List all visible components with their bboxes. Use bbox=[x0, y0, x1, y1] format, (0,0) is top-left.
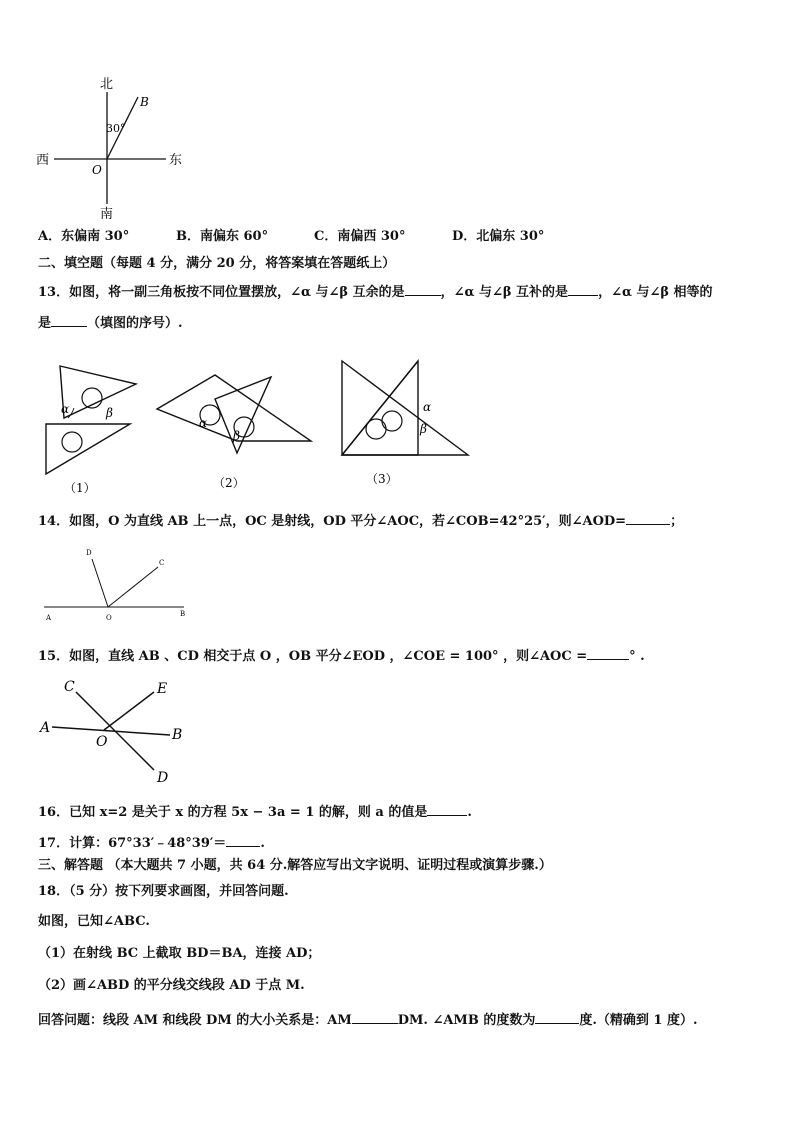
q18-step1: （1）在射线 BC 上截取 BD＝BA，连接 AD； bbox=[38, 946, 321, 961]
option-a: A．东偏南 30° bbox=[38, 229, 130, 244]
q18-given: 如图，已知∠ABC. bbox=[38, 914, 150, 929]
label-origin: O bbox=[92, 163, 102, 177]
q15-question: 15．如图，直线 AB 、CD 相交于点 O ，OB 平分∠EOD ，∠COE = 100° ，则∠AOC = bbox=[38, 649, 588, 664]
q13-f1-beta: β bbox=[106, 406, 113, 420]
q17-end: . bbox=[260, 836, 265, 851]
option-c: C．南偏西 30° bbox=[314, 229, 406, 244]
q13-f2-beta: β bbox=[233, 429, 240, 443]
q18-answer-a: 回答问题：线段 AM 和线段 DM 的大小关系是：AM bbox=[38, 1013, 352, 1028]
triangle-hole-3b bbox=[382, 411, 402, 431]
triangle-right bbox=[342, 361, 468, 455]
q14-label-a: A bbox=[46, 614, 52, 622]
compass-figure bbox=[30, 72, 200, 222]
q13-text-d: 是 bbox=[38, 316, 52, 331]
q13-f3-beta: β bbox=[420, 422, 427, 436]
q16-end: . bbox=[467, 805, 472, 820]
q13-text-b: ，∠α 与∠β 互补的是 bbox=[440, 285, 569, 300]
triangle-hole-lower bbox=[62, 432, 82, 452]
q14-label-d: D bbox=[86, 549, 92, 557]
label-south: 南 bbox=[100, 207, 114, 222]
label-west: 西 bbox=[36, 153, 50, 168]
q13-blank-2[interactable] bbox=[568, 281, 598, 296]
q13-blank-1[interactable] bbox=[405, 281, 441, 296]
option-b: B．南偏东 60° bbox=[176, 229, 269, 244]
q14-end: ； bbox=[670, 514, 684, 529]
q13-line1 bbox=[38, 281, 713, 302]
q15-blank[interactable] bbox=[587, 645, 629, 660]
q13-figure-3 bbox=[330, 355, 480, 495]
q13-figure-1 bbox=[38, 360, 163, 500]
q18-title: 18．（5 分）按下列要求画图，并回答问题. bbox=[38, 884, 289, 899]
q13-f1-caption: （1） bbox=[64, 481, 96, 495]
q17-question: 17．计算：67°33′﹣48°39′＝ bbox=[38, 836, 227, 851]
label-b: B bbox=[140, 95, 149, 109]
ray-oc bbox=[108, 567, 158, 607]
q14-label-b: B bbox=[180, 610, 186, 618]
label-east: 东 bbox=[169, 153, 183, 168]
q13-text-a: 13．如图，将一副三角板按不同位置摆放，∠α 与∠β 互余的是 bbox=[38, 285, 405, 300]
q16-question: 16．已知 x=2 是关于 x 的方程 5x − 3a = 1 的解，则 a 的值是 bbox=[38, 805, 428, 820]
q18-blank-1[interactable] bbox=[352, 1009, 398, 1024]
q16-blank[interactable] bbox=[427, 801, 467, 816]
q15-text bbox=[38, 645, 645, 666]
q18-answer bbox=[38, 1009, 698, 1030]
q13-f1-alpha: α bbox=[61, 402, 70, 416]
triangle-set-edge bbox=[342, 361, 418, 455]
ray-od bbox=[92, 559, 108, 607]
q14-text bbox=[38, 510, 683, 531]
q15-label-d: D bbox=[157, 770, 169, 786]
q15-end: ° . bbox=[629, 649, 645, 664]
q13-blank-3[interactable] bbox=[51, 312, 87, 327]
q14-question: 14．如图，O 为直线 AB 上一点，OC 是射线，OD 平分∠AOC，若∠COB=42°25′，则∠AOD= bbox=[38, 514, 627, 529]
q13-f2-alpha: α bbox=[199, 416, 208, 430]
q13-text-c: ，∠α 与∠β 相等的 bbox=[598, 285, 713, 300]
option-d: D．北偏东 30° bbox=[452, 229, 545, 244]
label-north: 北 bbox=[100, 77, 114, 92]
q14-blank[interactable] bbox=[626, 510, 670, 525]
q14-figure bbox=[40, 545, 200, 625]
q14-label-o: O bbox=[106, 614, 112, 622]
q18-step2: （2）画∠ABD 的平分线交线段 AD 于点 M. bbox=[38, 978, 305, 993]
q13-text-e: （填图的序号）. bbox=[87, 316, 183, 331]
section3-title: 三、解答题 （本大题共 7 小题，共 64 分.解答应写出文字说明、证明过程或演算步骤.） bbox=[38, 858, 552, 873]
line-ab-15 bbox=[52, 727, 170, 735]
q18-blank-2[interactable] bbox=[535, 1009, 579, 1024]
triangle-lower bbox=[46, 424, 130, 474]
triangle-upper bbox=[60, 366, 136, 418]
line-cd bbox=[76, 692, 154, 770]
q17-blank[interactable] bbox=[226, 832, 260, 847]
q17-text bbox=[38, 832, 265, 853]
q14-label-c: C bbox=[159, 559, 165, 567]
q13-f2-caption: （2） bbox=[213, 476, 245, 490]
q15-label-b: B bbox=[172, 727, 183, 743]
q13-line2 bbox=[38, 312, 183, 333]
triangle-hole-3a bbox=[366, 419, 386, 439]
q15-label-c: C bbox=[64, 679, 75, 695]
ray-oe bbox=[104, 692, 154, 730]
q13-f3-alpha: α bbox=[423, 400, 432, 414]
q18-answer-b: DM. ∠AMB 的度数为 bbox=[397, 1013, 536, 1028]
q13-f3-caption: （3） bbox=[366, 472, 398, 486]
q16-text bbox=[38, 801, 472, 822]
q15-label-e: E bbox=[157, 681, 168, 697]
q15-figure bbox=[38, 672, 198, 787]
q15-label-a: A bbox=[40, 720, 51, 736]
label-angle: 30° bbox=[106, 122, 126, 135]
q13-figure-2 bbox=[153, 345, 318, 495]
q15-label-o: O bbox=[96, 734, 108, 750]
q18-answer-c: 度.（精确到 1 度）. bbox=[579, 1013, 698, 1028]
section2-title: 二、填空题（每题 4 分，满分 20 分，将答案填在答题纸上） bbox=[38, 256, 396, 271]
